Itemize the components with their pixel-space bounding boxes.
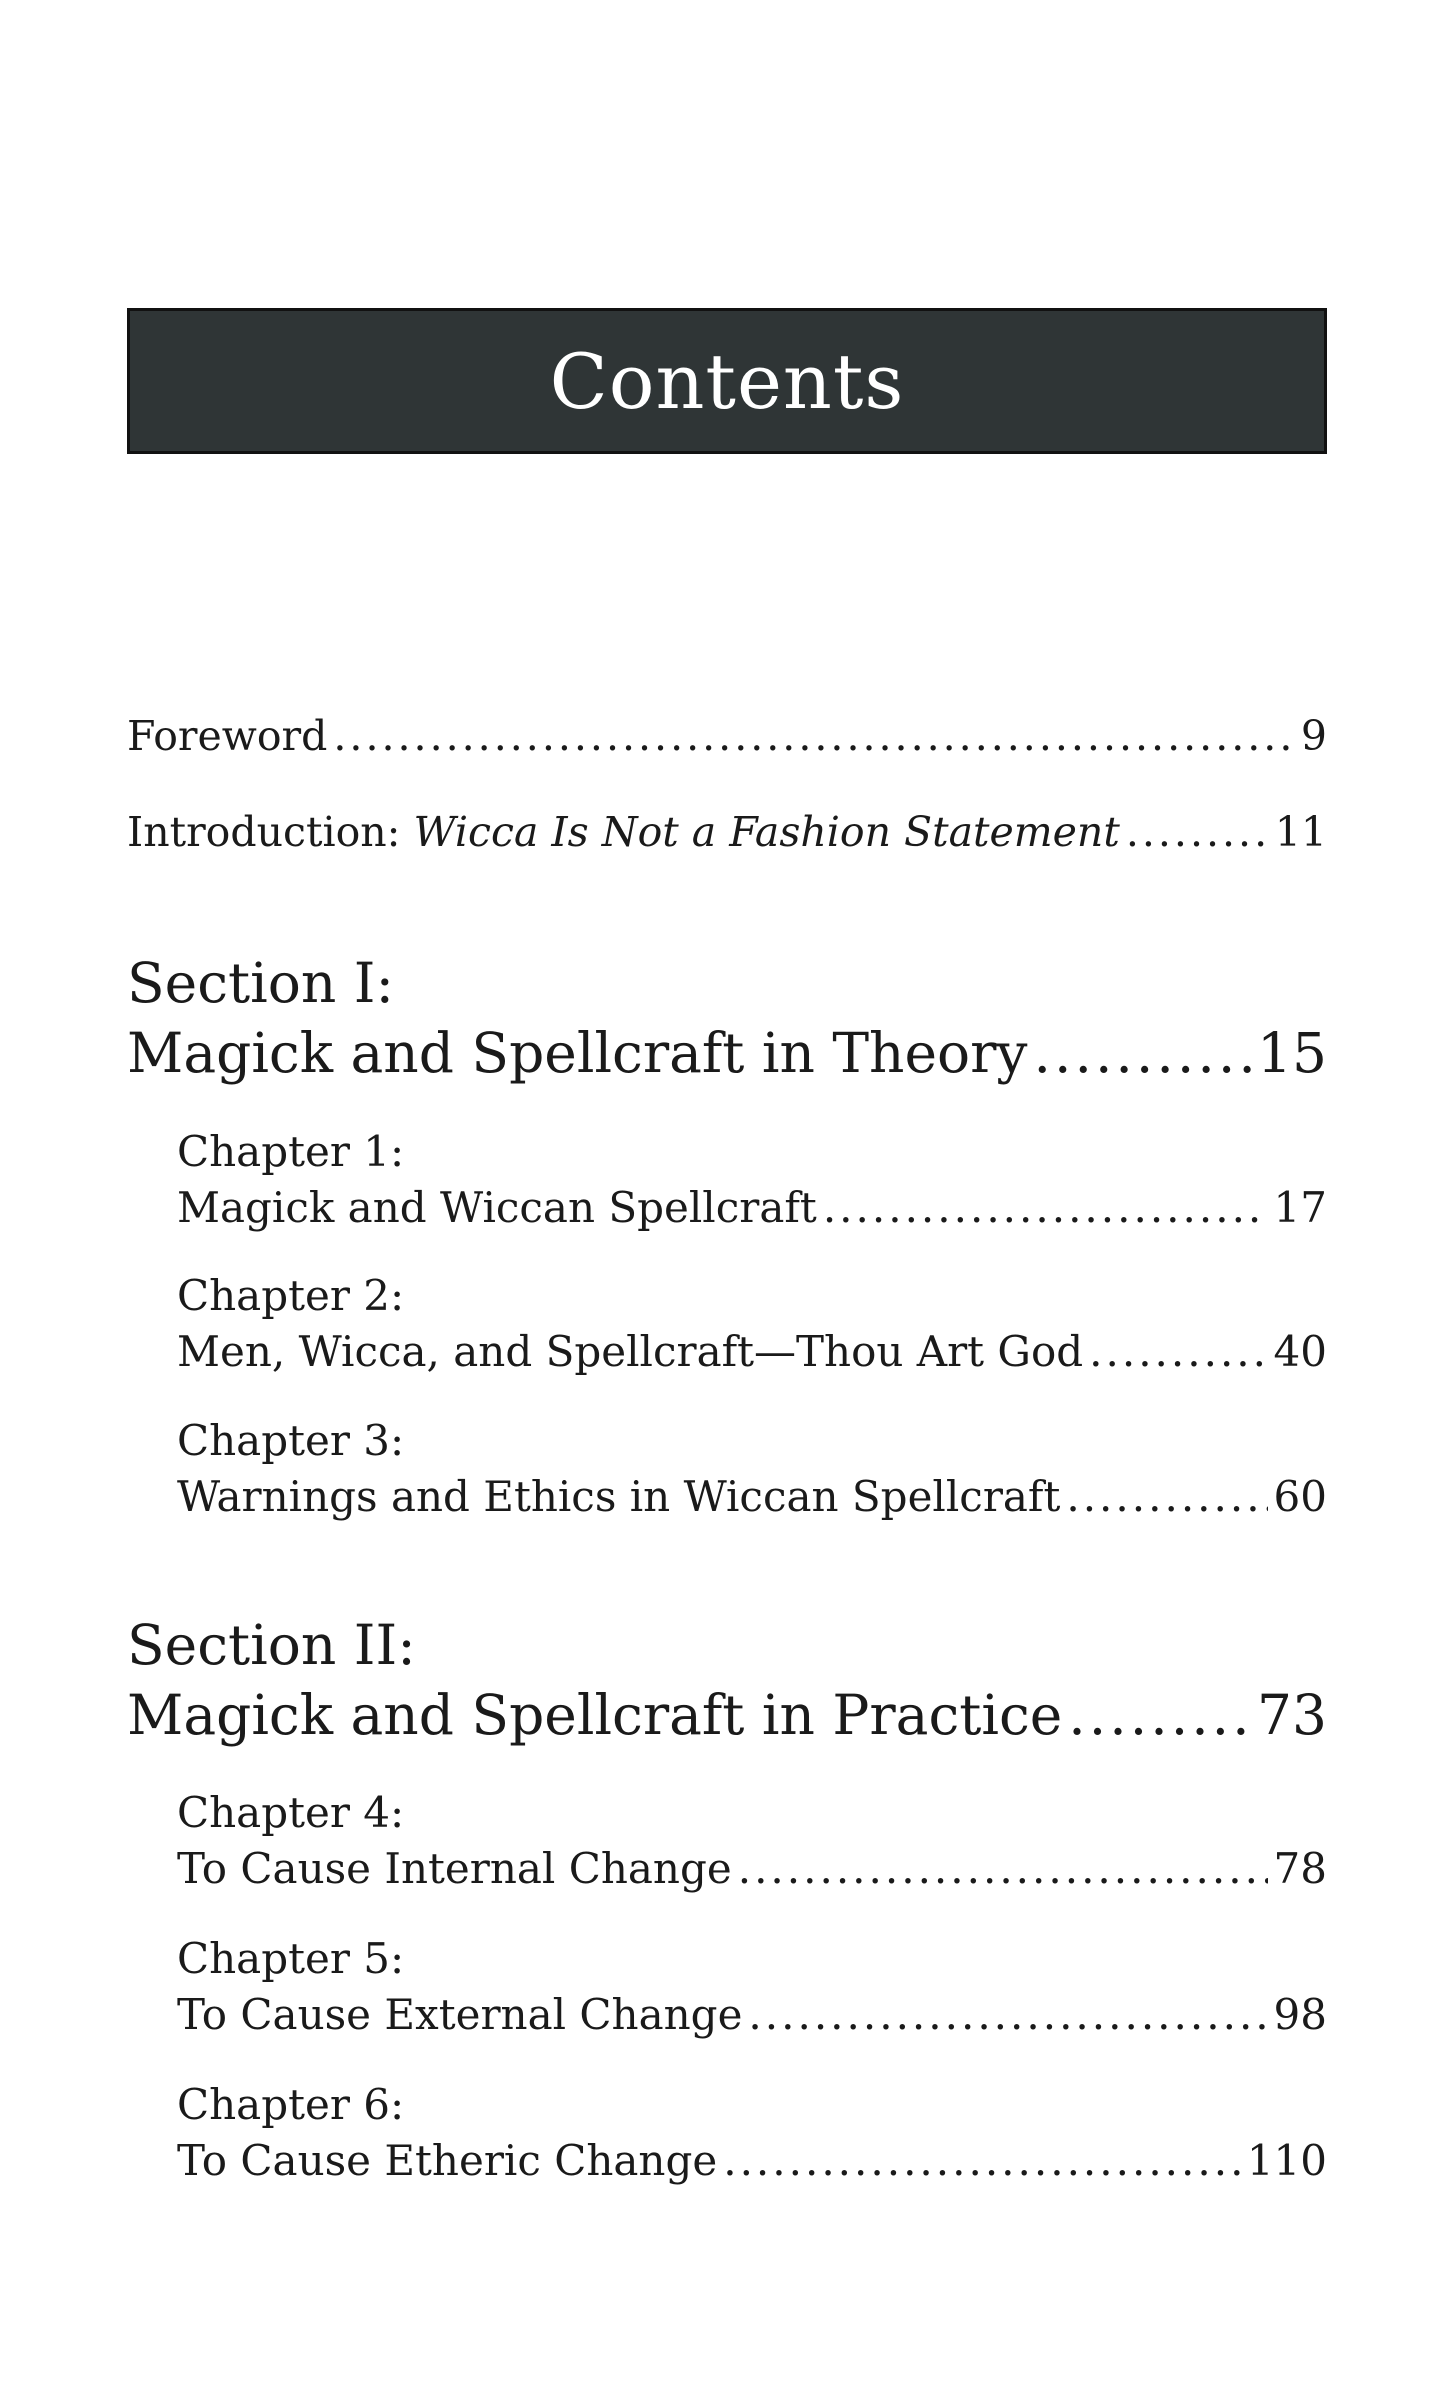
dot-leader (1126, 808, 1269, 856)
entry-label: Foreword (127, 712, 328, 760)
toc-chapter-2[interactable] (177, 1268, 1327, 1380)
chapter-title: Warnings and Ethics in Wiccan Spellcraft (177, 1472, 1061, 1521)
entry-label-italic: Wicca Is Not a Fashion Statement (413, 808, 1120, 856)
dot-leader (738, 1841, 1268, 1897)
toc-chapter-5[interactable] (177, 1931, 1327, 2043)
section-title: Magick and Spellcraft in Theory (127, 1021, 1028, 1085)
toc-section-2[interactable] (127, 1610, 1327, 1750)
page-number: 60 (1273, 1472, 1327, 1521)
chapter-title: To Cause Etheric Change (177, 2136, 718, 2185)
page-number: 73 (1257, 1683, 1327, 1747)
page-number: 98 (1273, 1990, 1327, 2039)
chapter-number: Chapter 4: (177, 1788, 405, 1837)
section-heading: Section II: (127, 1613, 416, 1677)
chapter-title: Men, Wicca, and Spellcraft—Thou Art God (177, 1327, 1084, 1376)
section-heading: Section I: (127, 951, 394, 1015)
dot-leader (1034, 1018, 1252, 1088)
chapter-number: Chapter 1: (177, 1127, 405, 1176)
page-number: 15 (1257, 1021, 1327, 1085)
dot-leader (823, 1180, 1268, 1236)
chapter-number: Chapter 5: (177, 1934, 405, 1983)
entry-label (127, 808, 1120, 856)
toc-section-1[interactable] (127, 948, 1327, 1088)
chapter-number: Chapter 6: (177, 2080, 405, 2129)
dot-leader (1066, 1469, 1267, 1525)
contents-title-bar (127, 308, 1327, 454)
dot-leader (1068, 1680, 1251, 1750)
chapter-title: Magick and Wiccan Spellcraft (177, 1183, 817, 1232)
chapter-number: Chapter 3: (177, 1416, 405, 1465)
page-number: 17 (1273, 1183, 1327, 1232)
toc-entry-foreword[interactable] (127, 712, 1327, 760)
toc-chapter-3[interactable] (177, 1413, 1327, 1525)
dot-leader (748, 1987, 1267, 2043)
entry-label-prefix: Introduction: (127, 808, 414, 856)
dot-leader (1089, 1324, 1267, 1380)
page-number: 78 (1273, 1844, 1327, 1893)
toc-chapter-1[interactable] (177, 1124, 1327, 1236)
page-number: 11 (1274, 808, 1327, 856)
toc-entry-introduction[interactable] (127, 808, 1327, 856)
page-number: 40 (1273, 1327, 1327, 1376)
section-title: Magick and Spellcraft in Practice (127, 1683, 1063, 1747)
dot-leader (723, 2133, 1241, 2189)
chapter-title: To Cause Internal Change (177, 1844, 732, 1893)
page-title: Contents (549, 336, 905, 426)
chapter-number: Chapter 2: (177, 1271, 405, 1320)
page-number: 110 (1246, 2136, 1327, 2185)
toc-chapter-4[interactable] (177, 1785, 1327, 1897)
page-number: 9 (1300, 712, 1327, 760)
toc-chapter-6[interactable] (177, 2077, 1327, 2189)
dot-leader (333, 712, 1295, 760)
chapter-title: To Cause External Change (177, 1990, 743, 2039)
